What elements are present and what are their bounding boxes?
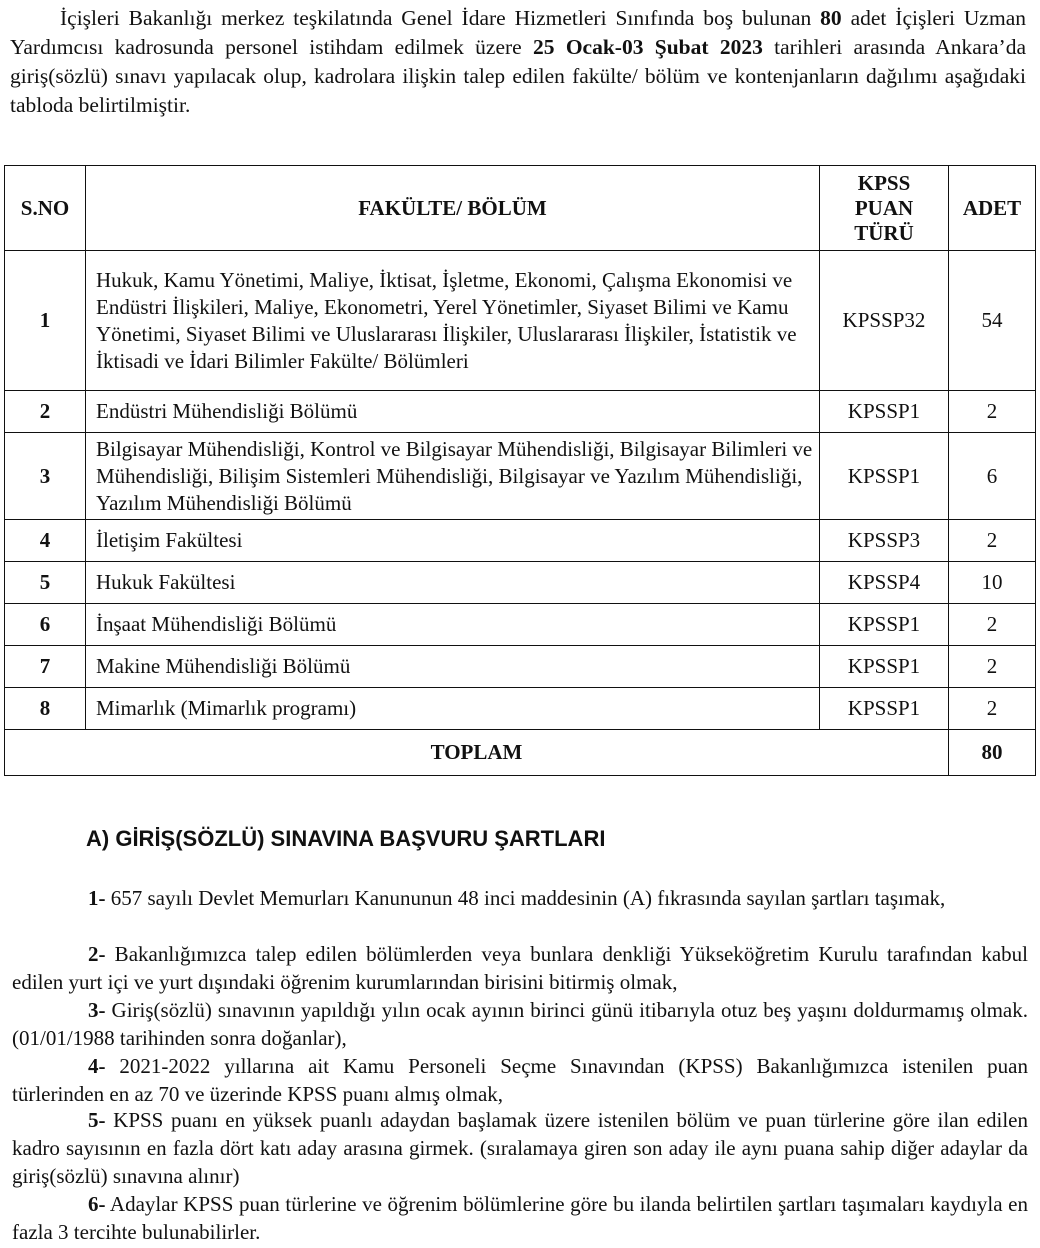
row-type: KPSSP32	[820, 251, 949, 391]
condition-number: 1-	[88, 886, 106, 910]
row-faculty: Hukuk, Kamu Yönetimi, Maliye, İktisat, İşletme, Ekonomi, Çalışma Ekonomisi ve Endüstri İlişkileri, Maliye, Ekonometri, Yerel Yönetimler, Siyaset Bilimi ve Kamu Yönetimi, Siyaset Bilimi ve Uluslararası İlişkiler, Uluslararası İlişkiler, İstatistik ve İktisadi ve İdari Bilimler Fakülte/ Bölümleri	[86, 251, 820, 391]
row-no: 7	[5, 646, 86, 688]
table-header-row	[5, 166, 1036, 251]
condition-number: 3-	[88, 998, 106, 1022]
intro-bold-count: 80	[820, 6, 842, 30]
table-row	[5, 646, 1036, 688]
table-row	[5, 562, 1036, 604]
row-faculty: İletişim Fakültesi	[86, 520, 820, 562]
row-faculty: Makine Mühendisliği Bölümü	[86, 646, 820, 688]
condition-item	[12, 940, 1028, 996]
row-no: 8	[5, 688, 86, 730]
condition-item	[12, 996, 1028, 1052]
positions-table	[4, 165, 1036, 776]
row-count: 2	[949, 391, 1036, 433]
row-type: KPSSP1	[820, 646, 949, 688]
header-type-line3: TÜRÜ	[854, 220, 914, 245]
table-row	[5, 251, 1036, 391]
row-type: KPSSP1	[820, 433, 949, 520]
table-total-row	[5, 730, 1036, 776]
condition-number: 4-	[88, 1054, 106, 1078]
intro-text-3: tarihleri arasında Ankara’da giriş(sözlü) sınavı yapılacak olup, kadrolara ilişkin talep edilen fakülte/ bölüm ve kontenjanların dağılımı aşağıdaki tabloda belirtilmiştir.	[10, 35, 1026, 117]
row-type: KPSSP1	[820, 688, 949, 730]
row-count: 2	[949, 646, 1036, 688]
intro-paragraph	[10, 4, 1026, 120]
row-no: 5	[5, 562, 86, 604]
row-type: KPSSP1	[820, 391, 949, 433]
row-no: 4	[5, 520, 86, 562]
condition-text: Bakanlığımızca talep edilen bölümlerden veya bunlara denkliği Yükseköğretim Kurulu tarafından kabul edilen yurt içi ve yurt dışındaki öğrenim kurumlarından birisini bitirmiş olmak,	[12, 942, 1028, 994]
row-no: 1	[5, 251, 86, 391]
row-faculty: Bilgisayar Mühendisliği, Kontrol ve Bilgisayar Mühendisliği, Bilgisayar Bilimleri ve Mühendisliği, Bilişim Sistemleri Mühendisliği, Bilgisayar ve Yazılım Mühendisliği, Yazılım Mühendisliği Bölümü	[86, 433, 820, 520]
row-count: 2	[949, 688, 1036, 730]
row-count: 2	[949, 520, 1036, 562]
condition-item	[12, 1106, 1028, 1190]
condition-number: 2-	[88, 942, 106, 966]
row-count: 10	[949, 562, 1036, 604]
table-row	[5, 604, 1036, 646]
row-faculty: Endüstri Mühendisliği Bölümü	[86, 391, 820, 433]
row-type: KPSSP3	[820, 520, 949, 562]
row-type: KPSSP4	[820, 562, 949, 604]
condition-text: 657 sayılı Devlet Memurları Kanununun 48 inci maddesinin (A) fıkrasında sayılan şartları taşımak,	[105, 886, 946, 910]
header-sno: S.NO	[5, 166, 86, 251]
row-no: 3	[5, 433, 86, 520]
condition-number: 6-	[88, 1192, 106, 1216]
header-type-line2: PUAN	[854, 195, 914, 220]
header-kpss-type	[820, 166, 949, 251]
condition-number: 5-	[88, 1108, 106, 1132]
intro-text-2: adet İçişleri Uzman Yardımcısı kadrosunda personel istihdam edilmek üzere	[10, 6, 1026, 59]
row-count: 2	[949, 604, 1036, 646]
row-no: 6	[5, 604, 86, 646]
table-row	[5, 391, 1036, 433]
condition-text: KPSS puanı en yüksek puanlı adaydan başlamak üzere istenilen bölüm ve puan türlerine göre ilan edilen kadro sayısının en fazla dört katı aday arasına girmek. (sıralamaya giren son aday ile aynı puana sahip diğer adaylar da giriş(sözlü) sınavına alınır)	[12, 1108, 1028, 1188]
condition-text: Adaylar KPSS puan türlerine ve öğrenim bölümlerine göre bu ilanda belirtilen şartları taşımaları kaydıyla en fazla 3 tercihte bulunabilirler.	[12, 1192, 1028, 1244]
condition-item	[12, 1052, 1028, 1108]
condition-text: Giriş(sözlü) sınavının yapıldığı yılın ocak ayının birinci günü itibarıyla otuz beş yaşını doldurmamış olmak.(01/01/1988 tarihinden sonra doğanlar),	[12, 998, 1028, 1050]
condition-item	[12, 1190, 1028, 1246]
table-row	[5, 433, 1036, 520]
row-count: 6	[949, 433, 1036, 520]
row-faculty: Hukuk Fakültesi	[86, 562, 820, 604]
row-type: KPSSP1	[820, 604, 949, 646]
row-count: 54	[949, 251, 1036, 391]
table-row	[5, 688, 1036, 730]
total-label: TOPLAM	[5, 730, 949, 776]
row-no: 2	[5, 391, 86, 433]
intro-text-1: İçişleri Bakanlığı merkez teşkilatında Genel İdare Hizmetleri Sınıfında boş bulunan	[60, 6, 821, 30]
section-title: A) GİRİŞ(SÖZLÜ) SINAVINA BAŞVURU ŞARTLARI	[86, 826, 606, 851]
condition-text: 2021-2022 yıllarına ait Kamu Personeli Seçme Sınavından (KPSS) Bakanlığımızca istenilen puan türlerinden en az 70 ve üzerinde KPSS puanı almış olmak,	[12, 1054, 1028, 1106]
total-value: 80	[949, 730, 1036, 776]
table-row	[5, 520, 1036, 562]
intro-bold-dates: 25 Ocak-03 Şubat 2023	[533, 35, 763, 59]
header-type-line1: KPSS	[857, 170, 911, 195]
row-faculty: İnşaat Mühendisliği Bölümü	[86, 604, 820, 646]
row-faculty: Mimarlık (Mimarlık programı)	[86, 688, 820, 730]
header-count: ADET	[949, 166, 1036, 251]
header-faculty: FAKÜLTE/ BÖLÜM	[86, 166, 820, 251]
condition-item	[12, 884, 1028, 912]
